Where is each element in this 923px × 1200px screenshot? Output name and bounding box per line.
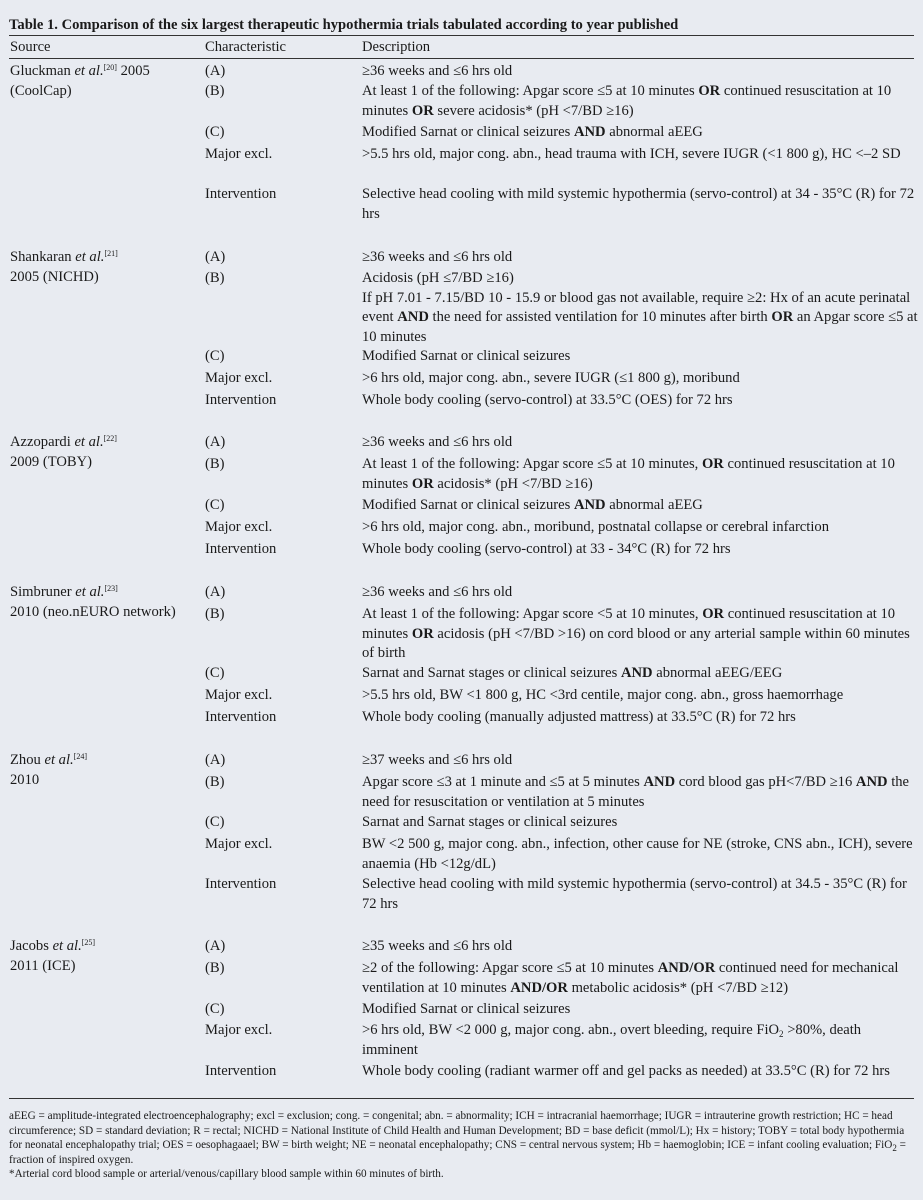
description-cell: At least 1 of the following: Apgar score <5 at 10 minutes, OR continued resuscitation at 10 minutes OR acidosis (pH <7/BD >16) on cord blood or any arterial sample within 60 minutes of birth bbox=[362, 606, 910, 661]
trial-source: Simbruner et al.[23] 2010 (neo.nEURO network) bbox=[10, 584, 176, 620]
description-cell: >5.5 hrs old, BW <1 800 g, HC <3rd centile, major cong. abn., gross haemorrhage bbox=[362, 687, 844, 703]
characteristic-label: Major excl. bbox=[205, 519, 273, 535]
description-cell: ≥37 weeks and ≤6 hrs old bbox=[362, 752, 513, 768]
description-cell: ≥35 weeks and ≤6 hrs old bbox=[362, 938, 513, 954]
trial-source: Zhou et al.[24] 2010 bbox=[10, 752, 87, 788]
characteristic-label: Intervention bbox=[205, 1063, 277, 1079]
description-cell: ≥36 weeks and ≤6 hrs old bbox=[362, 63, 513, 79]
characteristic-label: Intervention bbox=[205, 876, 277, 892]
description-cell: Selective head cooling with mild systemic hypothermia (servo-control) at 34 - 35°C (R) for 72 hrs bbox=[362, 186, 915, 222]
trial-source: Azzopardi et al.[22] 2009 (TOBY) bbox=[10, 434, 117, 470]
description-cell: ≥36 weeks and ≤6 hrs old bbox=[362, 249, 513, 265]
footer-rule bbox=[9, 1098, 914, 1099]
description-cell: >6 hrs old, major cong. abn., moribund, postnatal collapse or cerebral infarction bbox=[362, 519, 829, 535]
characteristic-label: Major excl. bbox=[205, 687, 273, 703]
characteristic-label: (A) bbox=[205, 63, 226, 79]
characteristic-label: Intervention bbox=[205, 541, 277, 557]
description-cell: ≥2 of the following: Apgar score ≤5 at 10 minutes AND/OR continued need for mechanical ventilation at 10 minutes AND/OR metabolic acidosis* (pH <7/BD ≥12) bbox=[362, 960, 899, 996]
column-header-description: Description bbox=[362, 39, 431, 55]
characteristic-label: (B) bbox=[205, 270, 225, 286]
header-rule bbox=[9, 58, 914, 59]
characteristic-label: (A) bbox=[205, 584, 226, 600]
description-cell: Modified Sarnat or clinical seizures bbox=[362, 1001, 571, 1017]
characteristic-label: Major excl. bbox=[205, 836, 273, 852]
description-cell: ≥36 weeks and ≤6 hrs old bbox=[362, 434, 513, 450]
characteristic-label: (B) bbox=[205, 960, 225, 976]
characteristic-label: (B) bbox=[205, 83, 225, 99]
characteristic-label: Intervention bbox=[205, 392, 277, 408]
description-cell: Whole body cooling (servo-control) at 33 - 34°C (R) for 72 hrs bbox=[362, 541, 731, 557]
description-cell: BW <2 500 g, major cong. abn., infection, other cause for NE (stroke, CNS abn., ICH), severe anaemia (Hb <12g/dL) bbox=[362, 836, 913, 872]
characteristic-label: Major excl. bbox=[205, 370, 273, 386]
description-cell: Modified Sarnat or clinical seizures bbox=[362, 348, 571, 364]
characteristic-label: (C) bbox=[205, 814, 225, 830]
characteristic-label: (B) bbox=[205, 774, 225, 790]
asterisk-footnote: *Arterial cord blood sample or arterial/venous/capillary blood sample within 60 minutes of birth. bbox=[9, 1168, 444, 1181]
description-cell: >5.5 hrs old, major cong. abn., head trauma with ICH, severe IUGR (<1 800 g), HC <–2 SD bbox=[362, 146, 901, 162]
description-cell: Sarnat and Sarnat stages or clinical seizures bbox=[362, 814, 618, 830]
abbreviations-footnote: aEEG = amplitude-integrated electroencephalography; excl = exclusion; cong. = congenital; abn. = abnormality; ICH = intracranial haemorrhage; IUGR = intrauterine growth restriction; HC = head circumference; SD = standard deviation; R = rectal; NICHD = National Institute of Child Health and Human Development; BD = base deficit (mmol/L); Hx = history; TOBY = total body hypothermia for neonatal encephalopathy trial; OES = oesophagaael; BW = birth weight; NE = neonatal encephalopathy; CNS = central nervous system; Hb = haemoglobin; ICE = infant cooling evaluation; FiO$_2$ = fraction of inspired oxygen. bbox=[9, 1110, 906, 1166]
characteristic-label: (A) bbox=[205, 249, 226, 265]
column-header-characteristic: Characteristic bbox=[205, 39, 287, 55]
trial-source: Jacobs et al.[25] 2011 (ICE) bbox=[10, 938, 96, 974]
description-cell: Whole body cooling (radiant warmer off and gel packs as needed) at 33.5°C (R) for 72 hrs bbox=[362, 1063, 890, 1079]
characteristic-label: (A) bbox=[205, 434, 226, 450]
column-header-source: Source bbox=[10, 39, 51, 55]
characteristic-label: (C) bbox=[205, 497, 225, 513]
characteristic-label: (C) bbox=[205, 665, 225, 681]
trial-source: Gluckman et al.[20] 2005 (CoolCap) bbox=[10, 63, 150, 99]
description-cell: Apgar score ≤3 at 1 minute and ≤5 at 5 minutes AND cord blood gas pH<7/BD ≥16 AND the need for resuscitation or ventilation at 5 minutes bbox=[362, 774, 910, 810]
description-cell: ≥36 weeks and ≤6 hrs old bbox=[362, 584, 513, 600]
characteristic-label: Intervention bbox=[205, 186, 277, 202]
table-footnotes bbox=[9, 1109, 914, 1182]
description-cell: >6 hrs old, BW <2 000 g, major cong. abn., overt bleeding, require FiO$_2$ >80%, death imminent bbox=[362, 1022, 862, 1058]
description-cell: Acidosis (pH ≤7/BD ≥16) If pH 7.01 - 7.15/BD 10 - 15.9 or blood gas not available, require ≥2: Hx of an acute perinatal event AND the need for assisted ventilation for 10 minutes after birth OR an Apgar score ≤5 at 10 minutes bbox=[362, 270, 918, 345]
characteristic-label: (A) bbox=[205, 752, 226, 768]
description-cell: Modified Sarnat or clinical seizures AND abnormal aEEG bbox=[362, 124, 703, 140]
description-cell: At least 1 of the following: Apgar score ≤5 at 10 minutes, OR continued resuscitation at 10 minutes OR acidosis* (pH <7/BD ≥16) bbox=[362, 456, 895, 492]
characteristic-label: (A) bbox=[205, 938, 226, 954]
characteristic-label: (B) bbox=[205, 456, 225, 472]
table-title: Table 1. Comparison of the six largest therapeutic hypothermia trials tabulated according to year published bbox=[9, 15, 914, 36]
description-cell: At least 1 of the following: Apgar score ≤5 at 10 minutes OR continued resuscitation at 10 minutes OR severe acidosis* (pH <7/BD ≥16) bbox=[362, 83, 892, 119]
description-cell: Selective head cooling with mild systemic hypothermia (servo-control) at 34.5 - 35°C (R) for 72 hrs bbox=[362, 876, 907, 912]
description-cell: Whole body cooling (servo-control) at 33.5°C (OES) for 72 hrs bbox=[362, 392, 733, 408]
characteristic-label: (B) bbox=[205, 606, 225, 622]
characteristic-label: Intervention bbox=[205, 709, 277, 725]
description-cell: Sarnat and Sarnat stages or clinical seizures AND abnormal aEEG/EEG bbox=[362, 665, 783, 681]
characteristic-label: (C) bbox=[205, 348, 225, 364]
trial-source: Shankaran et al.[21] 2005 (NICHD) bbox=[10, 249, 118, 285]
description-cell: Modified Sarnat or clinical seizures AND abnormal aEEG bbox=[362, 497, 703, 513]
characteristic-label: Major excl. bbox=[205, 146, 273, 162]
characteristic-label: (C) bbox=[205, 1001, 225, 1017]
description-cell: Whole body cooling (manually adjusted mattress) at 33.5°C (R) for 72 hrs bbox=[362, 709, 796, 725]
characteristic-label: Major excl. bbox=[205, 1022, 273, 1038]
description-cell: >6 hrs old, major cong. abn., severe IUGR (≤1 800 g), moribund bbox=[362, 370, 740, 386]
characteristic-label: (C) bbox=[205, 124, 225, 140]
